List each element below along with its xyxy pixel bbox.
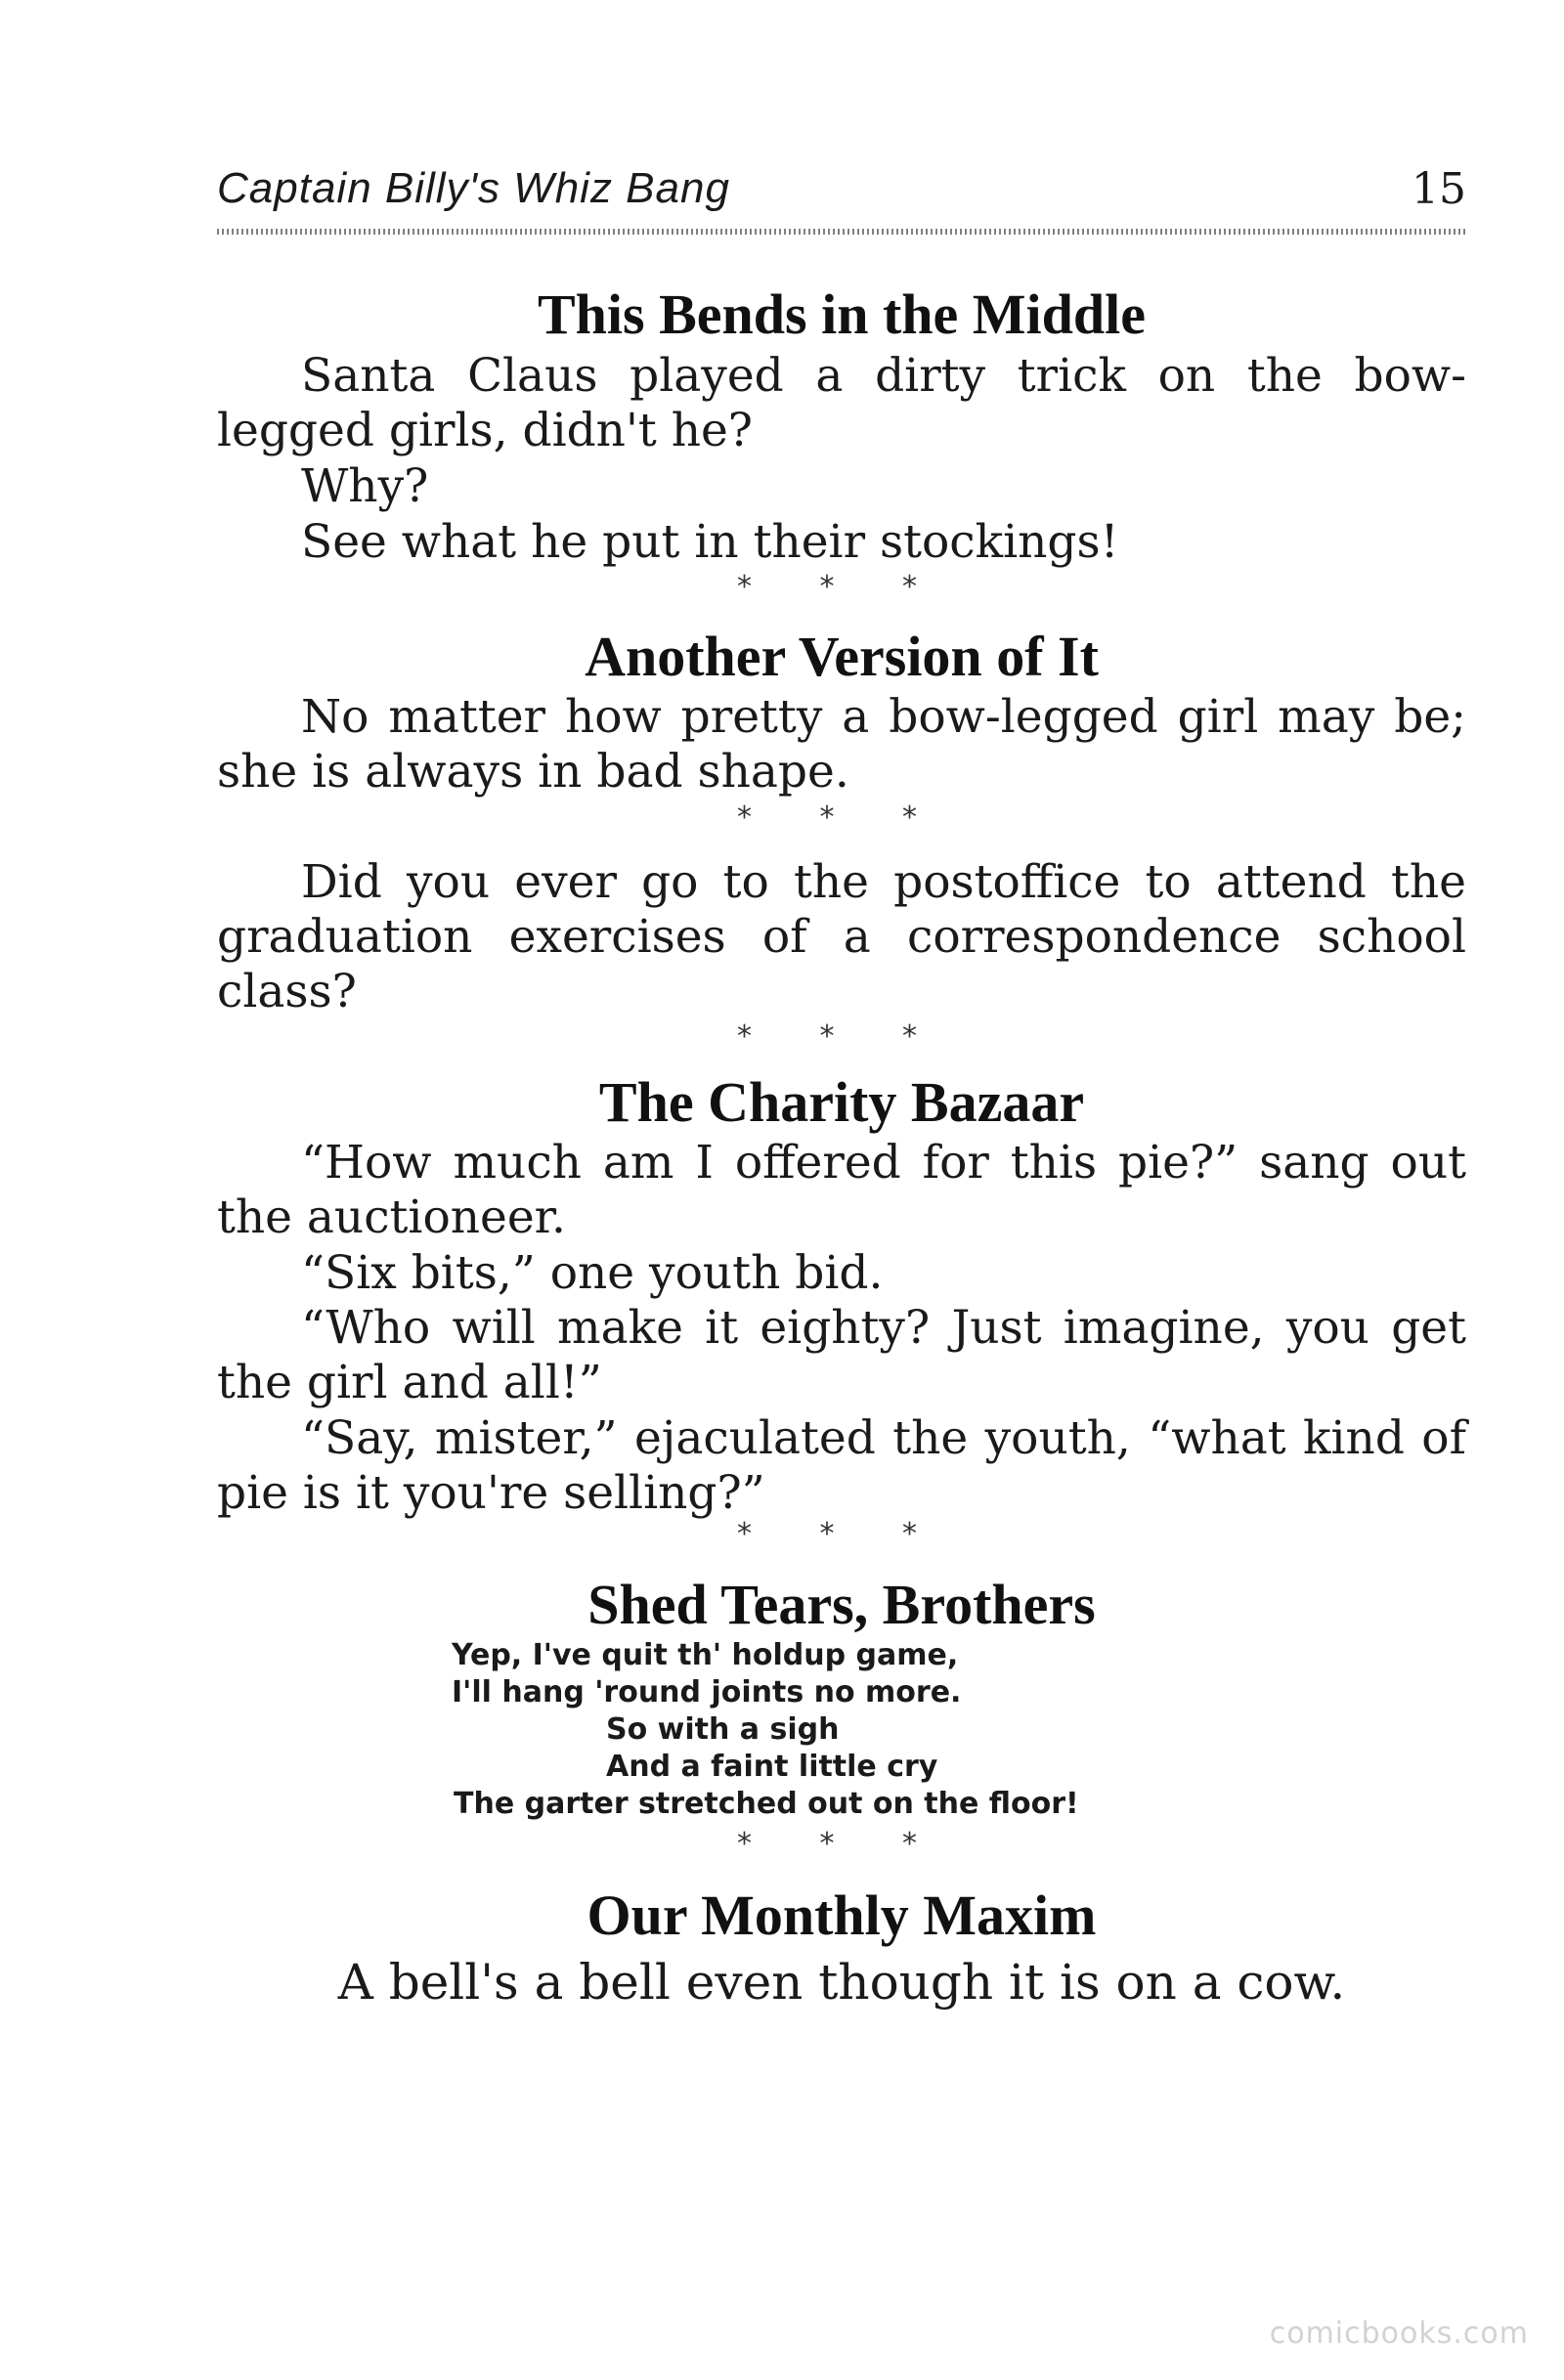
- separator-stars: * * *: [736, 1019, 947, 1054]
- poem-line: So with a sigh: [606, 1712, 840, 1747]
- paragraph: “Six bits,” one youth bid.: [301, 1246, 884, 1300]
- poem-line: I'll hang 'round joints no more.: [452, 1675, 962, 1709]
- section-heading: The Charity Bazaar: [598, 1070, 1085, 1134]
- section-heading: Our Monthly Maxim: [586, 1883, 1097, 1947]
- poem-line: Yep, I've quit th' holdup game,: [452, 1638, 959, 1672]
- poem-line: And a faint little cry: [606, 1750, 938, 1784]
- paragraph: No matter how pretty a bow-legged girl may be; she is always in bad shape.: [217, 690, 1466, 799]
- poem: [217, 1637, 1466, 1833]
- separator-stars: * * *: [736, 1827, 947, 1861]
- running-header: [217, 164, 1466, 223]
- separator-stars: * * *: [736, 801, 947, 835]
- header-rule: [217, 229, 1466, 235]
- paragraph: “How much am I offered for this pie?” sang out the auctioneer.: [217, 1136, 1466, 1244]
- paragraph: See what he put in their stockings!: [301, 515, 1119, 569]
- poem-line: The garter stretched out on the floor!: [454, 1787, 1079, 1821]
- paragraph: Santa Claus played a dirty trick on the bow-legged girls, didn't he?: [217, 349, 1466, 457]
- page-number: 15: [1412, 164, 1466, 214]
- paragraph: “Who will make it eighty? Just imagine, you get the girl and all!”: [217, 1301, 1466, 1409]
- paragraph: Did you ever go to the postoffice to attend the graduation exercises of a correspondence school class?: [217, 855, 1466, 1018]
- watermark: comicbooks.com: [1269, 2316, 1529, 2351]
- section-heading: Another Version of It: [585, 625, 1099, 688]
- separator-stars: * * *: [736, 1517, 947, 1551]
- paragraph: Why?: [301, 459, 429, 513]
- separator-stars: * * *: [736, 570, 947, 604]
- maxim-text: A bell's a bell even though it is on a cow.: [337, 1954, 1346, 2011]
- running-title: Captain Billy's Whiz Bang: [217, 164, 730, 212]
- section-heading: This Bends in the Middle: [537, 282, 1147, 346]
- paragraph: “Say, mister,” ejaculated the youth, “what kind of pie is it you're selling?”: [217, 1411, 1466, 1520]
- section-heading: Shed Tears, Brothers: [587, 1573, 1096, 1636]
